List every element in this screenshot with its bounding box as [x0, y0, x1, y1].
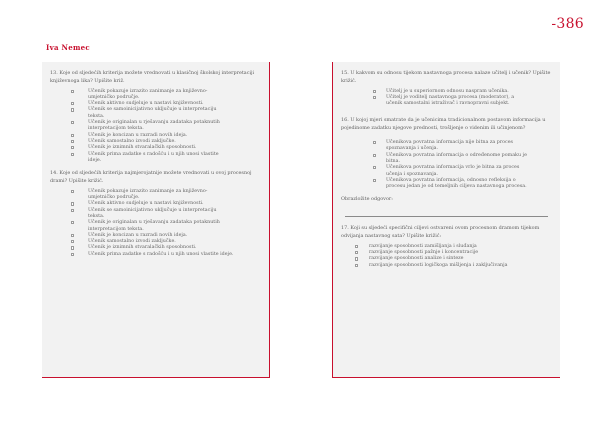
question-15: 15. U kakvom su odnosu tijekom nastavnoga procesa nalaze učitelj i učenik? Upišite križić. — [341, 70, 551, 84]
checkbox[interactable] — [71, 146, 74, 149]
question-14-options — [50, 189, 261, 258]
list-item[interactable]: Učenik pokazuje izrazito zanimanje za književno- — [50, 89, 261, 95]
author-name: Iva Nemec — [46, 43, 90, 52]
question-15-options — [341, 89, 552, 108]
explain-label: Obrazložite odgovor: — [341, 196, 393, 203]
list-item[interactable]: Učenikova povratna informacija o određenome pomaku je — [341, 153, 552, 159]
list-item[interactable]: razvijanje sposobnosti pažnje i koncentracije — [341, 250, 552, 256]
list-item[interactable]: Učenik samostalno izvodi zaključke. — [50, 239, 261, 245]
list-item[interactable]: Učenikova povratna informacija nije bitna za proces — [341, 140, 552, 146]
checkbox[interactable] — [71, 102, 74, 105]
list-item[interactable]: Učitelj je u superiornom odnosu naspram učenika. — [341, 89, 552, 95]
question-17: 17. Koji su sljedeći specifični ciljevi ostvareni ovom procesnom dramom tijekom odvijanja nastavnog sata? Upišite križić: — [341, 225, 540, 240]
list-item[interactable]: Učenik se samoinicijativno uključuje u interpretaciju — [50, 107, 261, 113]
left-panel — [42, 62, 270, 378]
checkbox[interactable] — [373, 166, 376, 169]
checkbox[interactable] — [373, 90, 376, 93]
checkbox[interactable] — [373, 154, 376, 157]
list-item[interactable]: Učitelj je voditelj nastavnoga procesa (moderator), a — [341, 95, 552, 101]
list-item[interactable]: Učenik prima zadatke s radošću i u njih unosi vlastite — [50, 152, 261, 158]
list-item: teksta. — [88, 213, 105, 219]
checkbox[interactable] — [355, 251, 358, 254]
question-17-options — [341, 244, 552, 269]
checkbox[interactable] — [373, 141, 376, 144]
question-14: 14. Koje od sljedećih kriterija najmjerojatnije možete vrednovati u ovoj procesnoj drami? Upišite križić. — [50, 170, 252, 184]
list-item[interactable]: Učenik samostalno izvodi zaključke. — [50, 139, 261, 145]
list-item[interactable]: razvijanje sposobnosti zamišljanja i sluđanja — [341, 244, 552, 250]
list-item[interactable]: Učenikova povratna informacija, odnosno refleksija o — [341, 178, 552, 184]
checkbox[interactable] — [71, 121, 74, 124]
checkbox[interactable] — [71, 246, 74, 249]
list-item[interactable]: Učenik aktivno sudjeluje u nastavi književnosti. — [50, 101, 261, 107]
page-number: -386 — [551, 16, 584, 32]
checkbox[interactable] — [71, 134, 74, 137]
list-item[interactable]: Učenik je originalan u rješavanju zadataka potaknutih — [50, 220, 261, 226]
list-item: spoznavanja i učenja. — [386, 146, 439, 152]
list-item: teksta. — [88, 113, 105, 119]
list-item[interactable]: razvijanje sposobnosti logičkoga mišljenja i zaključivanja — [341, 263, 552, 269]
checkbox[interactable] — [71, 202, 74, 205]
list-item: umjetničko područje. — [88, 195, 140, 201]
list-item: učenik samostalni istraživač i ravnopravni subjekt. — [386, 101, 510, 107]
list-item: bitna. — [386, 158, 401, 164]
right-panel — [332, 62, 560, 378]
checkbox[interactable] — [71, 209, 74, 212]
list-item[interactable]: razvijanje sposobnosti analize i sinteze — [341, 256, 552, 262]
question-16: 16. U kojoj mjeri smatrate da je učenicima tradicionalnom postavom informacija u pojedinome zadatku njegove prednosti, trošljenje o videnim ili učinjenom? — [341, 117, 546, 132]
list-item[interactable]: Učenikova povratna informacija vrlo je bitna za proces — [341, 165, 552, 171]
question-13-options — [50, 89, 261, 165]
list-item[interactable]: Učenik se samoinicijativno uključuje u interpretaciju — [50, 208, 261, 214]
list-item[interactable]: Učenik je originalan u rješavanju zadataka potaknutih — [50, 120, 261, 126]
checkbox[interactable] — [71, 234, 74, 237]
list-item: učenja i spoznavanja. — [386, 171, 439, 177]
list-item[interactable]: Učenik prima zadatke s radošću i u njih unosi vlastite ideje. — [50, 252, 261, 258]
checkbox[interactable] — [355, 245, 358, 248]
checkbox[interactable] — [71, 140, 74, 143]
answer-line[interactable] — [345, 208, 548, 217]
list-item: ideje. — [88, 157, 102, 163]
checkbox[interactable] — [355, 264, 358, 267]
list-item[interactable]: Učenik aktivno sudjeluje u nastavi književnosti. — [50, 201, 261, 207]
checkbox[interactable] — [71, 190, 74, 193]
checkbox[interactable] — [71, 221, 74, 224]
checkbox[interactable] — [71, 108, 74, 111]
list-item: umjetničko područje. — [88, 94, 140, 100]
list-item: interpretacijom teksta. — [88, 126, 144, 132]
list-item[interactable]: Učenik je koncizan u razradi novih ideja. — [50, 233, 261, 239]
question-16-options — [341, 140, 552, 190]
question-13: 13. Koje od sljedećih kriterija možete vrednovati u klasičnoj školskoj interpretaciji književnoga lika? Upišite križ. — [50, 70, 255, 84]
checkbox[interactable] — [71, 90, 74, 93]
list-item[interactable]: Učenik je iznimnih stvaralačkih sposobnosti. — [50, 245, 261, 251]
checkbox[interactable] — [373, 96, 376, 99]
checkbox[interactable] — [355, 257, 358, 260]
checkbox[interactable] — [373, 179, 376, 182]
list-item[interactable]: Učenik je iznimnih stvaralačkih sposobnosti. — [50, 145, 261, 151]
checkbox[interactable] — [71, 240, 74, 243]
list-item[interactable]: Učenik je koncizan u razradi novih ideja. — [50, 133, 261, 139]
list-item: interpretacijom teksta. — [88, 226, 144, 232]
checkbox[interactable] — [71, 153, 74, 156]
checkbox[interactable] — [71, 253, 74, 256]
list-item[interactable]: Učenik pokazuje izrazito zanimanje za književno- — [50, 189, 261, 195]
list-item: procesu jedan je od temeljnih ciljeva nastavnoga procesa. — [386, 184, 527, 190]
